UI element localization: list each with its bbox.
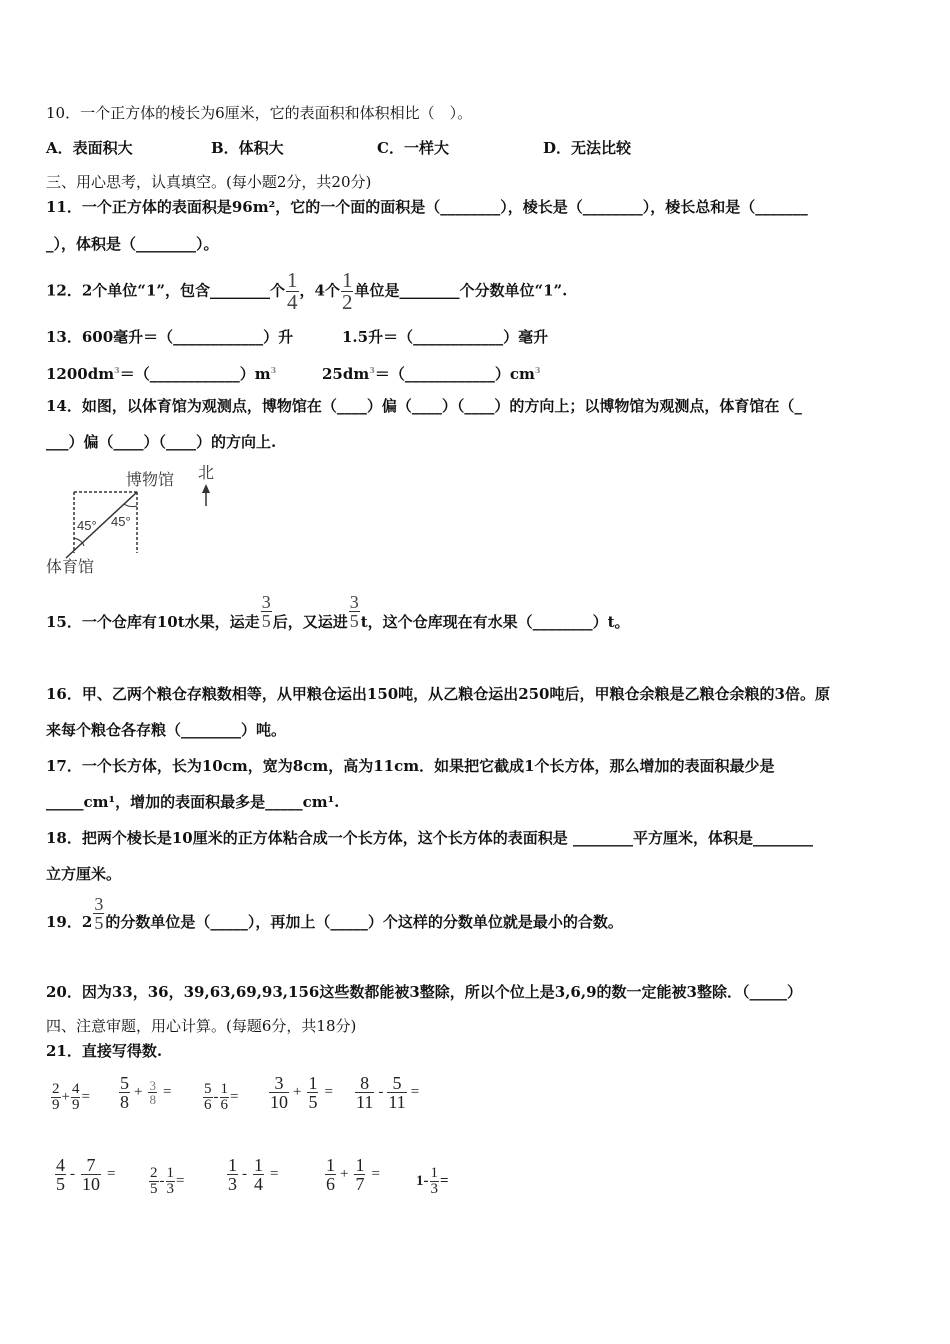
- numerator: 8: [360, 1073, 370, 1093]
- operator: -: [423, 1173, 429, 1189]
- q15-frac2-numerator: 3: [349, 591, 359, 612]
- q13-c-value: 1200dm: [46, 365, 115, 383]
- numerator: 1: [430, 1165, 438, 1181]
- q17-line2: _____cm¹，增加的表面积最多是_____cm¹.: [46, 793, 340, 811]
- q12-frac2-numerator: 1: [341, 268, 353, 292]
- figure-museum-label: 博物馆: [126, 470, 175, 489]
- denominator: 11: [356, 1092, 374, 1112]
- q13-d-sup2: 3: [534, 365, 541, 375]
- equals: =: [176, 1173, 185, 1189]
- numerator: 4: [71, 1081, 80, 1097]
- figure-north-label: 北: [198, 463, 215, 482]
- operator: +: [134, 1084, 143, 1100]
- q15-fraction-1: [261, 593, 272, 630]
- figure-angle-label-2: 45°: [111, 514, 131, 529]
- equals: =: [440, 1173, 449, 1189]
- denominator: 7: [355, 1174, 365, 1194]
- denominator: 10: [82, 1174, 100, 1194]
- numerator: 2: [52, 1081, 60, 1097]
- north-arrow-icon: [202, 484, 210, 506]
- operator: -: [159, 1173, 165, 1189]
- operator: -: [378, 1084, 384, 1100]
- q18-line1: 18．把两个棱长是10厘米的正方体粘合成一个长方体，这个长方体的表面积是 ________平方厘米，体积是________: [46, 829, 813, 847]
- q11-line2: _），体积是（________）。: [46, 235, 219, 253]
- q12-fraction-2: [341, 270, 354, 313]
- q13-c-sup1: 3: [114, 365, 120, 375]
- q21-r1-item-3: [202, 1082, 238, 1113]
- q16-line2: 来每个粮仓各存粮（________）吨。: [46, 721, 287, 739]
- q10-option-b[interactable]: B．体积大: [211, 139, 284, 157]
- q12-prefix: 12．2个单位“1”，包含________个: [46, 281, 286, 300]
- numerator: 7: [86, 1155, 96, 1175]
- denominator: 8: [149, 1092, 156, 1107]
- numerator: 2: [150, 1165, 158, 1181]
- equals: =: [230, 1089, 239, 1105]
- q21-title: 21．直接写得数.: [46, 1042, 163, 1060]
- q20-text: 20．因为33，36，39,63,69,93,156这些数都能被3整除，所以个位上是3,6,9的数一定能被3整除．（_____）: [46, 983, 802, 1001]
- q19-fraction: [93, 895, 104, 932]
- q19-frac-denominator: 5: [94, 912, 104, 933]
- section-4-heading: 四、注意审题，用心计算。(每题6分，共18分): [46, 1017, 357, 1035]
- denominator: 3: [166, 1181, 174, 1197]
- q15-frac1-numerator: 3: [261, 591, 271, 612]
- q21-r1-item-4: [268, 1074, 333, 1111]
- numerator: 1: [254, 1155, 263, 1175]
- denominator: 3: [228, 1174, 237, 1194]
- q12: [46, 270, 567, 313]
- q14-direction-figure: [44, 460, 244, 580]
- equals: =: [324, 1084, 333, 1100]
- numerator: 1: [308, 1073, 318, 1093]
- q15-prefix: 15．一个仓库有10t水果，运走: [46, 613, 260, 631]
- denominator: 5: [150, 1181, 158, 1197]
- equals: =: [81, 1089, 90, 1105]
- q21-r2-item-1: [54, 1156, 115, 1193]
- q13-c: [46, 360, 276, 384]
- q13-d-answer: ＝（____________）cm: [374, 365, 535, 383]
- q21-r2-item-5: [416, 1166, 449, 1197]
- q15-fraction-2: [349, 593, 360, 630]
- q12-frac1-denominator: 4: [287, 290, 298, 314]
- q13-b: 1.5升＝（____________）毫升: [342, 328, 549, 346]
- numerator: 3: [274, 1073, 284, 1093]
- q21-r2-item-2: [148, 1166, 184, 1197]
- q13-d-value: 25dm: [322, 365, 370, 383]
- numerator: 3: [149, 1078, 156, 1093]
- q11-line1: 11．一个正方体的表面积是96m²，它的一个面的面积是（________），棱长是（________），棱长总和是（_______: [46, 198, 808, 216]
- numerator: 1: [228, 1155, 237, 1175]
- q10-text: 10．一个正方体的棱长为6厘米，它的表面积和体积相比（ ）。: [46, 104, 473, 122]
- equals: =: [371, 1166, 380, 1182]
- numerator: 1: [355, 1155, 365, 1175]
- q12-fraction-1: [286, 270, 299, 313]
- denominator: 11: [388, 1092, 406, 1112]
- operator: -: [70, 1166, 75, 1182]
- denominator: 6: [204, 1097, 212, 1113]
- numerator: 1: [220, 1081, 228, 1097]
- operator: +: [61, 1089, 70, 1105]
- denominator: 5: [56, 1174, 65, 1194]
- q12-mid: ，4个: [299, 281, 340, 300]
- operator: +: [293, 1084, 302, 1100]
- q19: [46, 893, 623, 942]
- equals: =: [410, 1084, 420, 1100]
- whole-number: 1: [416, 1173, 424, 1189]
- q12-frac2-denominator: 2: [341, 290, 353, 314]
- denominator: 10: [270, 1092, 288, 1112]
- denominator: 9: [52, 1097, 60, 1113]
- denominator: 8: [120, 1092, 129, 1112]
- q10-option-a[interactable]: A．表面积大: [46, 139, 133, 157]
- figure-angle-arc-museum: [124, 504, 137, 507]
- figure-angle-label-1: 45°: [77, 518, 97, 533]
- denominator: 9: [71, 1097, 80, 1113]
- q12-suffix: 单位是________个分数单位“1”.: [354, 281, 568, 300]
- numerator: 5: [204, 1081, 212, 1097]
- q13-c-sup2: 3: [270, 365, 277, 375]
- q10-option-c[interactable]: C．一样大: [377, 139, 449, 157]
- equals: =: [270, 1166, 279, 1182]
- equals: =: [107, 1166, 116, 1182]
- q14-line2: ___）偏（____）（____）的方向上.: [46, 433, 277, 451]
- q21-r2-item-4: [324, 1156, 380, 1193]
- q21-r1-item-5: [354, 1074, 419, 1111]
- q21-r1-item-2: [118, 1074, 171, 1111]
- q13-c-answer: ＝（____________）m: [119, 365, 271, 383]
- q14-line1: 14．如图，以体育馆为观测点，博物馆在（____）偏（____）（____）的方向上；以博物馆为观测点，体育馆在（_: [46, 397, 802, 415]
- q19-suffix: 的分数单位是（_____），再加上（_____）个这样的分数单位就是最小的合数。: [105, 913, 623, 931]
- q17-line1: 17．一个长方体，长为10cm，宽为8cm，高为11cm．如果把它截成1个长方体，那么增加的表面积最少是: [46, 757, 775, 775]
- q15-frac2-denominator: 5: [349, 610, 359, 631]
- numerator: 1: [326, 1155, 335, 1175]
- q13-d: [322, 360, 540, 384]
- q21-r1-item-1: [50, 1082, 90, 1113]
- q16-line1: 16．甲、乙两个粮仓存粮数相等，从甲粮仓运出150吨，从乙粮仓运出250吨后，甲粮仓余粮是乙粮仓余粮的3倍。原: [46, 685, 830, 703]
- q15-frac1-denominator: 5: [261, 610, 271, 631]
- q10-option-d[interactable]: D．无法比较: [543, 139, 632, 157]
- q21-r2-item-3: [226, 1156, 278, 1193]
- q18-line2: 立方厘米。: [46, 865, 122, 883]
- denominator: 5: [308, 1092, 318, 1112]
- q15-mid: 后，又运进: [272, 613, 348, 631]
- q13-d-sup1: 3: [369, 365, 375, 375]
- q19-prefix: 19．2: [46, 913, 93, 931]
- numerator: 5: [120, 1073, 129, 1093]
- operator: -: [242, 1166, 247, 1182]
- q15: [46, 591, 630, 642]
- denominator: 6: [326, 1174, 335, 1194]
- q15-suffix: t，这个仓库现在有水果（________）t。: [360, 613, 630, 631]
- denominator: 3: [430, 1181, 438, 1197]
- numerator: 1: [166, 1165, 174, 1181]
- operator: -: [213, 1089, 219, 1105]
- numerator: 4: [56, 1155, 65, 1175]
- denominator: 6: [220, 1097, 228, 1113]
- figure-gym-label: 体育馆: [46, 557, 95, 576]
- q19-frac-numerator: 3: [94, 893, 104, 914]
- denominator: 4: [254, 1174, 263, 1194]
- equals: =: [162, 1084, 172, 1100]
- operator: +: [340, 1166, 349, 1182]
- q13-a: 13．600毫升＝（____________）升: [46, 328, 294, 346]
- numerator: 5: [392, 1073, 402, 1093]
- q12-frac1-numerator: 1: [287, 268, 298, 292]
- section-3-heading: 三、用心思考，认真填空。(每小题2分，共20分): [46, 173, 372, 191]
